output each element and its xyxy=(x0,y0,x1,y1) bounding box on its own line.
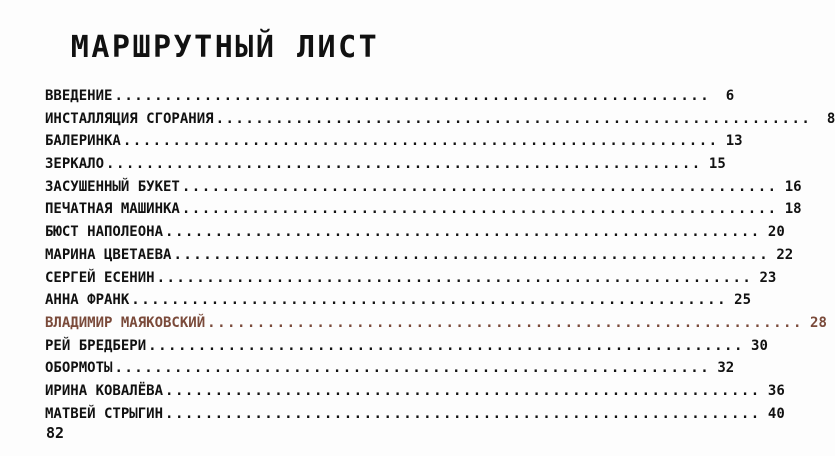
dot-leader: ............................................................ xyxy=(148,337,744,354)
toc-entry-page: 20 xyxy=(767,224,785,241)
toc-entry xyxy=(45,382,785,406)
toc-entry-title: ПЕЧАТНАЯ МАШИНКА xyxy=(45,201,180,218)
dot-leader: ............................................................ xyxy=(122,133,719,150)
dot-leader: ............................................................ xyxy=(173,246,770,263)
toc-entry-title: ЗАСУШЕННЫЙ БУКЕТ xyxy=(45,178,180,195)
toc-entry-page: 8 xyxy=(826,110,835,127)
toc-entry-title: МАРИНА ЦВЕТАЕВА xyxy=(45,246,172,263)
toc-entry-page: 23 xyxy=(759,269,777,286)
toc-entry xyxy=(45,201,802,224)
toc-entry xyxy=(45,88,735,111)
page-title: МАРШРУТНЫЙ ЛИСТ xyxy=(70,30,380,65)
toc-entry-title: ВВЕДЕНИЕ xyxy=(45,88,113,104)
page-number: 82 xyxy=(46,424,65,442)
toc-entry-page: 30 xyxy=(751,337,768,354)
toc-entry-page: 22 xyxy=(776,246,794,263)
dot-leader: ............................................................ xyxy=(106,156,702,173)
toc-entry-page: 13 xyxy=(725,133,743,150)
dot-leader: ............................................................ xyxy=(114,88,711,104)
toc-entry xyxy=(45,314,827,338)
table-of-contents xyxy=(45,88,835,428)
toc-entry xyxy=(45,246,794,270)
toc-entry xyxy=(45,224,785,247)
toc-entry-title: АННА ФРАНК xyxy=(45,292,130,309)
toc-entry-title: БАЛЕРИНКА xyxy=(45,133,121,150)
toc-entry xyxy=(45,269,777,293)
toc-entry-page: 32 xyxy=(717,360,735,377)
dot-leader: ............................................................ xyxy=(165,224,761,241)
toc-entry xyxy=(45,405,785,429)
toc-entry-title: БЮСТ НАПОЛЕОНА xyxy=(45,224,164,241)
dot-leader: ............................................................ xyxy=(156,269,753,286)
toc-entry-page: 28 xyxy=(810,314,827,331)
toc-entry xyxy=(45,133,743,156)
toc-entry-page: 6 xyxy=(725,88,735,104)
toc-entry-title: ИНСТАЛЛЯЦИЯ СГОРАНИЯ xyxy=(45,110,214,127)
toc-entry-title: ОБОРМОТЫ xyxy=(45,360,113,377)
dot-leader: ............................................................ xyxy=(181,201,778,218)
dot-leader: ............................................................ xyxy=(131,292,728,309)
toc-entry-page: 40 xyxy=(767,405,785,422)
toc-entry-title: СЕРГЕЙ ЕСЕНИН xyxy=(45,269,155,286)
toc-entry xyxy=(45,178,802,202)
toc-entry-page: 36 xyxy=(767,382,785,399)
toc-entry xyxy=(45,110,835,134)
toc-entry-title: РЕЙ БРЕДБЕРИ xyxy=(45,337,147,354)
toc-entry-title: ВЛАДИМИР МАЯКОВСКИЙ xyxy=(45,314,206,331)
toc-entry xyxy=(45,156,726,179)
dot-leader: ............................................................ xyxy=(215,110,812,127)
toc-entry xyxy=(45,292,752,315)
toc-entry xyxy=(45,360,735,383)
toc-entry-page: 25 xyxy=(734,292,752,309)
toc-entry-title: ИРИНА КОВАЛЁВА xyxy=(45,382,164,399)
dot-leader: ............................................................ xyxy=(165,382,761,399)
toc-entry-title: МАТВЕЙ СТРЫГИН xyxy=(45,405,164,422)
toc-entry xyxy=(45,337,768,361)
dot-leader: ............................................................ xyxy=(207,314,803,331)
toc-entry-page: 15 xyxy=(708,156,726,173)
dot-leader: ............................................................ xyxy=(181,178,778,195)
toc-entry-page: 16 xyxy=(784,178,802,195)
dot-leader: ............................................................ xyxy=(114,360,711,377)
toc-entry-page: 18 xyxy=(784,201,802,218)
toc-entry-title: ЗЕРКАЛО xyxy=(45,156,105,173)
dot-leader: ............................................................ xyxy=(165,405,761,422)
